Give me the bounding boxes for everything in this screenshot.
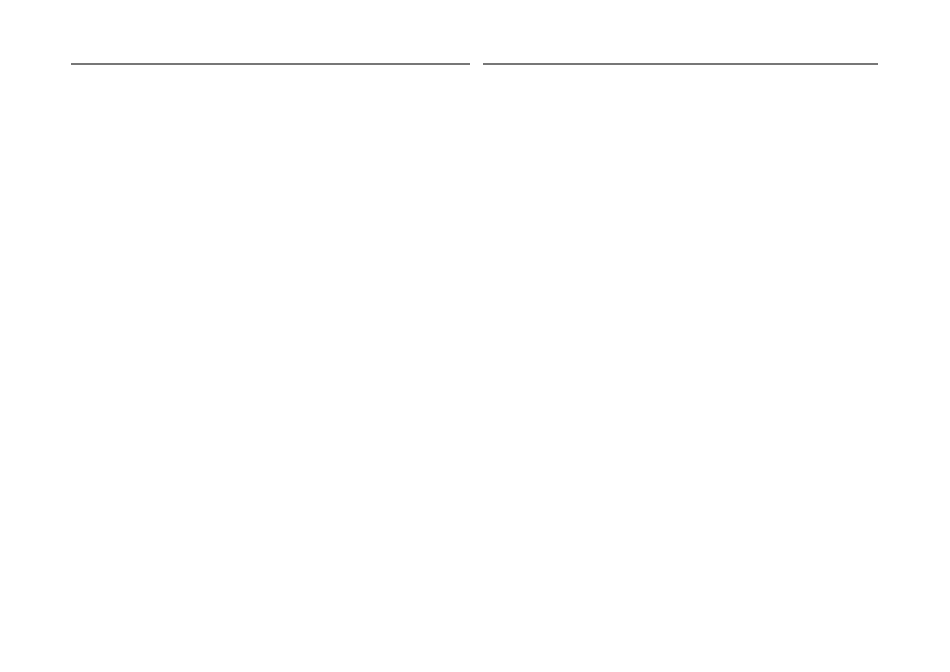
right-table [483,63,878,65]
left-table [71,63,470,65]
